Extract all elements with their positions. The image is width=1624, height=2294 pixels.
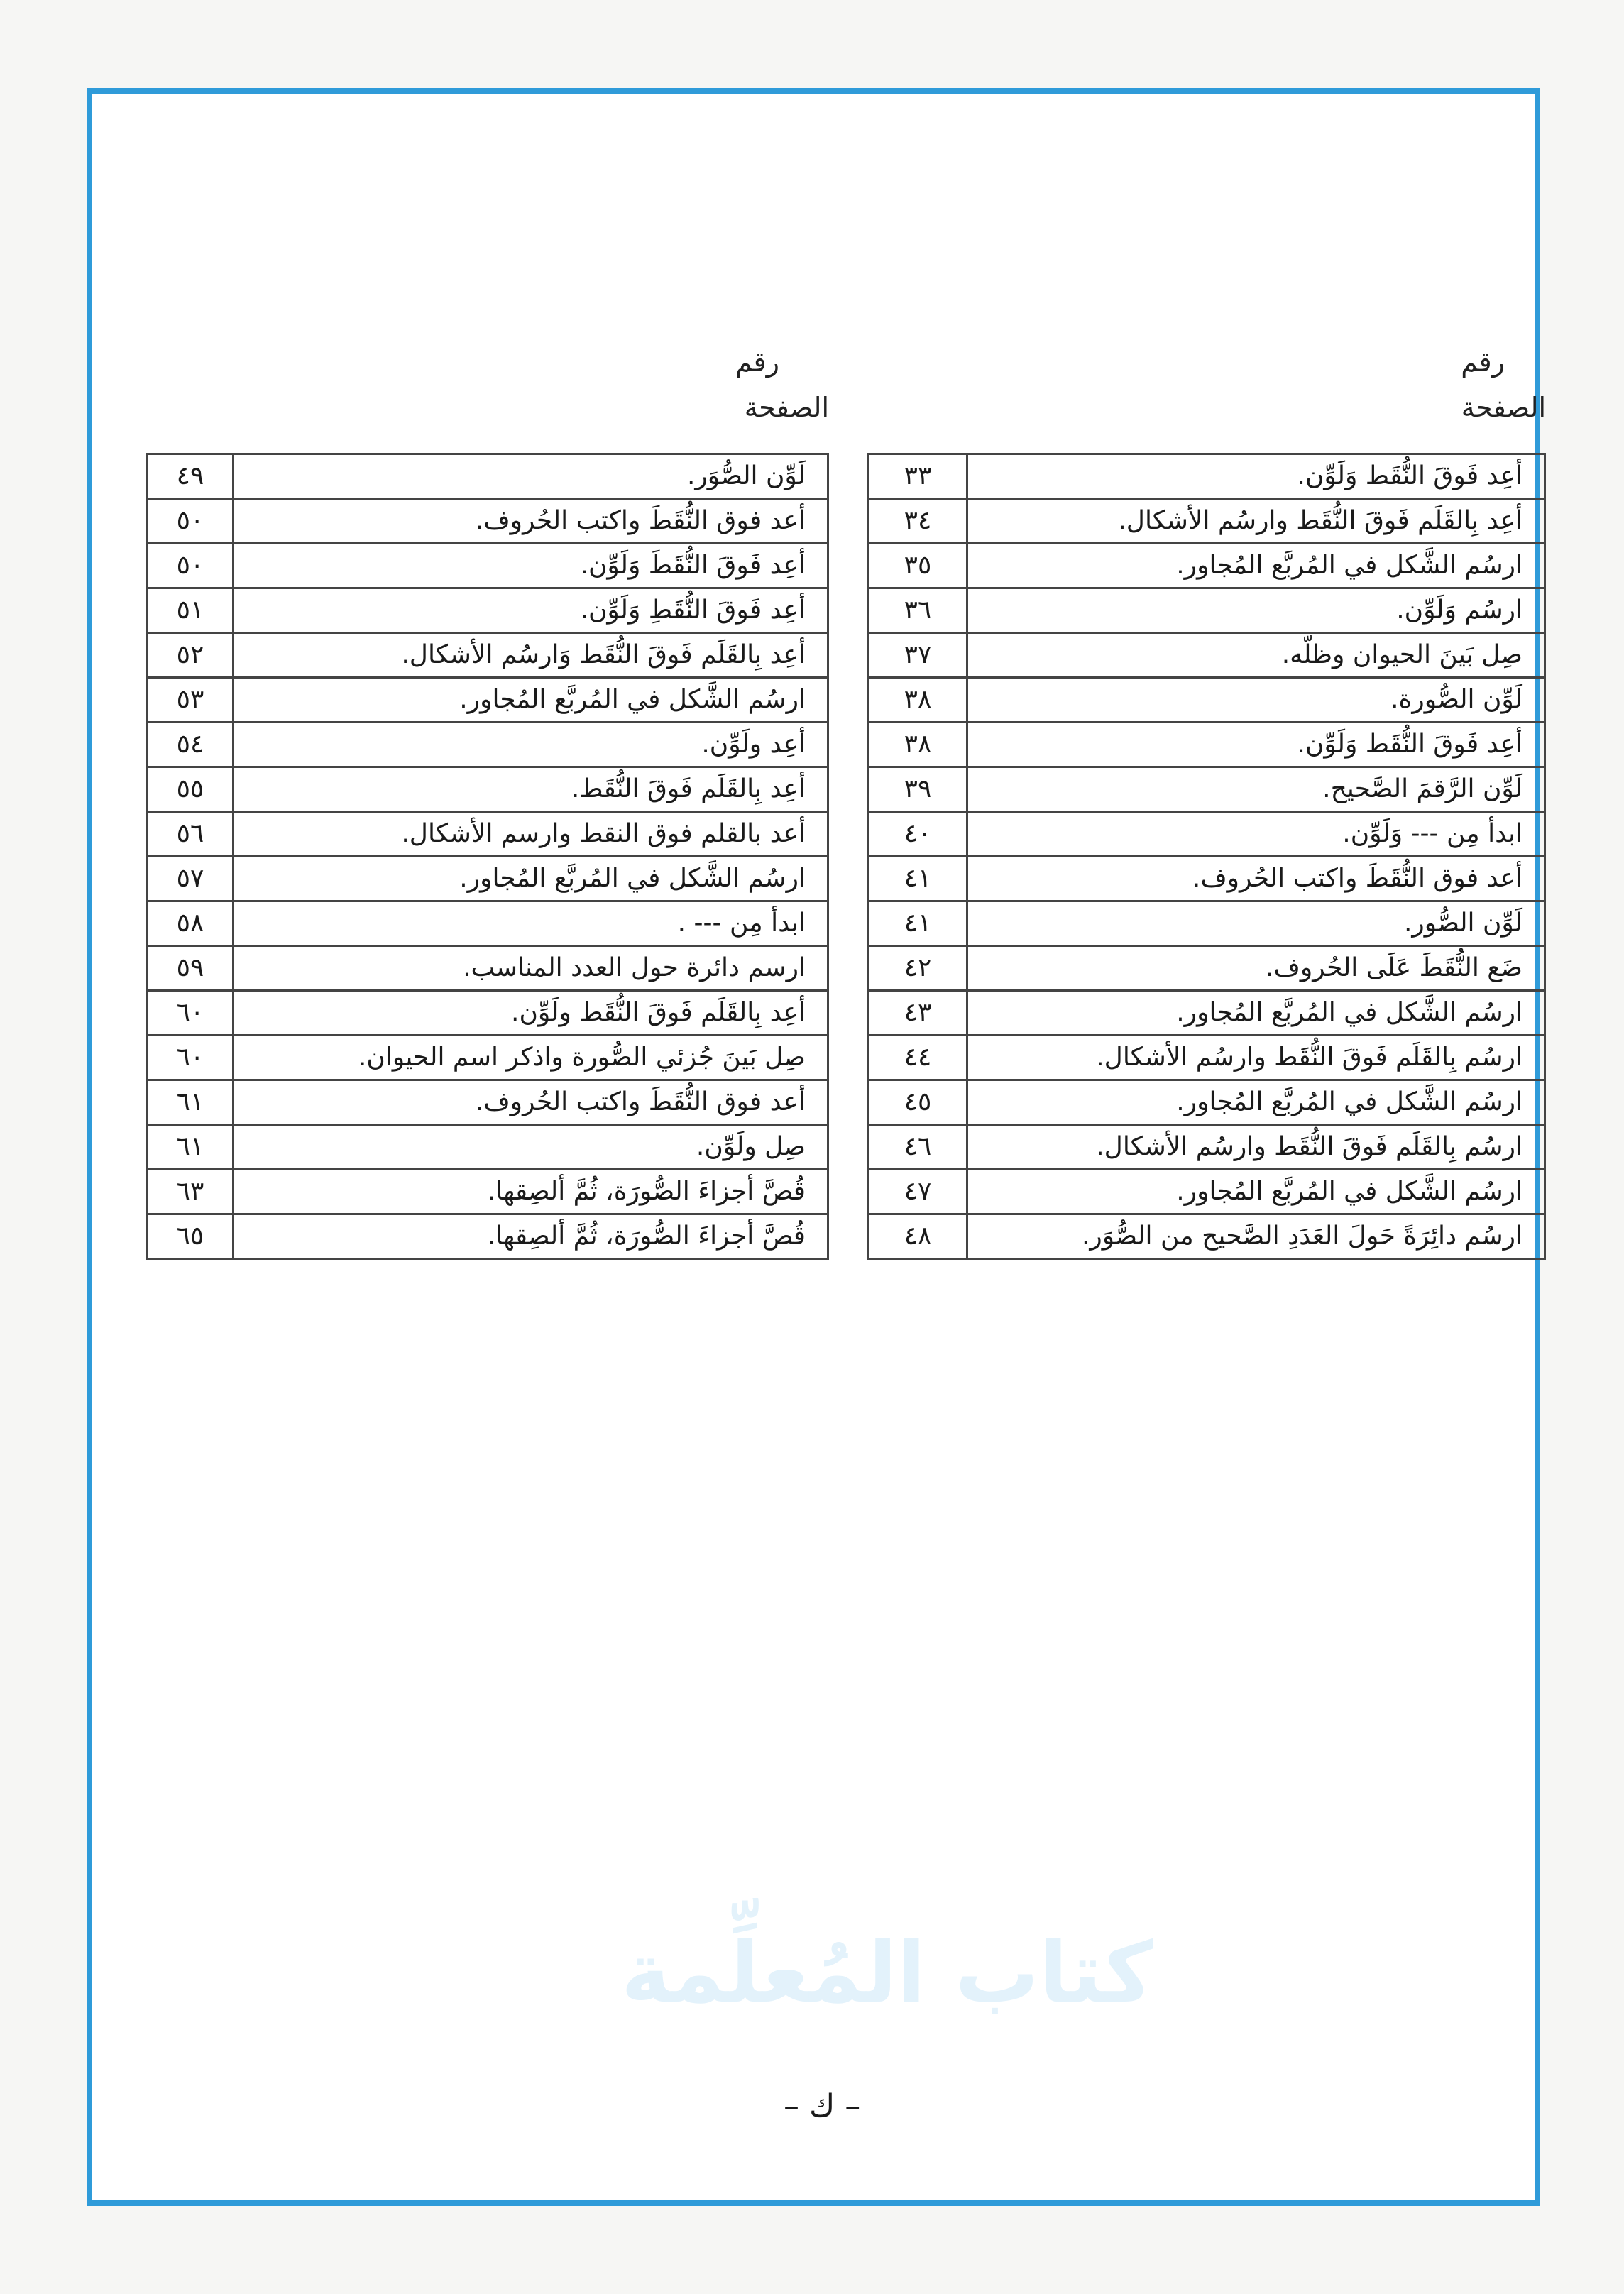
activity-text: أعِد فَوقَ النُّقَطَ وَلَوِّن. [234, 544, 828, 588]
toc-row [148, 1080, 828, 1125]
page-number-cell: ٦١ [148, 1125, 234, 1170]
toc-row [869, 723, 1545, 767]
page-number-cell: ٤٦ [869, 1125, 967, 1170]
activity-text: صِل بَينَ جُزئي الصُّورة واذكر اسم الحيوان. [234, 1036, 828, 1080]
toc-row [869, 678, 1545, 723]
activity-text: ابدأ مِن --- . [234, 901, 828, 946]
page-number-cell: ٥٩ [148, 946, 234, 991]
activity-text: قُصَّ أجزاءَ الصُّورَة، ثُمَّ ألصِقها. [234, 1214, 828, 1259]
header-label-page: الصفحة [744, 392, 829, 423]
page-number-cell: ٤٣ [869, 991, 967, 1036]
activity-text: ارسُم دائِرَةً حَولَ العَدَدِ الصَّحيح من الصُّوَر. [967, 1214, 1545, 1259]
toc-row [869, 1036, 1545, 1080]
toc-row [869, 454, 1545, 499]
activity-text: لَوِّن الصُّورة. [967, 678, 1545, 723]
toc-row [869, 544, 1545, 588]
toc-row [148, 1125, 828, 1170]
toc-row [148, 901, 828, 946]
activity-text: قُصَّ أجزاءَ الصُّورَة، ثُمَّ ألصِقها. [234, 1170, 828, 1214]
page-number-cell: ٣٨ [869, 678, 967, 723]
activity-text: ارسُم بِالقَلَم فَوقَ النُّقَط وارسُم الأشكال. [967, 1125, 1545, 1170]
activity-text: أعِد بِالقَلَم فَوقَ النُّقَط ولَوِّن. [234, 991, 828, 1036]
page-number-cell: ٣٤ [869, 499, 967, 544]
activity-text: أعِد بِالقَلَم فَوقَ النُّقَط. [234, 767, 828, 812]
toc-row [148, 1170, 828, 1214]
header-label-number: رقم [735, 346, 779, 378]
toc-row [148, 678, 828, 723]
page-number-header [867, 334, 1546, 453]
page-number-cell: ٤٢ [869, 946, 967, 991]
page-number-cell: ٥٧ [148, 857, 234, 901]
page-number-cell: ٤٥ [869, 1080, 967, 1125]
toc-table-left [146, 453, 829, 1260]
toc-row [869, 901, 1545, 946]
page-number-cell: ٥٤ [148, 723, 234, 767]
page-number-cell: ٥٢ [148, 633, 234, 678]
page-number-cell: ٤٩ [148, 454, 234, 499]
toc-row [869, 857, 1545, 901]
toc-row [148, 857, 828, 901]
page-number-cell: ٥٠ [148, 499, 234, 544]
page-number-cell: ٣٥ [869, 544, 967, 588]
toc-row [148, 1036, 828, 1080]
activity-text: ارسُم الشَّكل في المُربَّع المُجاور. [234, 857, 828, 901]
activity-text: ارسُم وَلَوِّن. [967, 588, 1545, 633]
page-number-cell: ٦٠ [148, 991, 234, 1036]
toc-row [148, 946, 828, 991]
toc-row [148, 454, 828, 499]
toc-row [148, 767, 828, 812]
activity-text: ارسُم الشَّكل في المُربَّع المُجاور. [967, 991, 1545, 1036]
header-label-number: رقم [1461, 346, 1505, 378]
activity-text: صِل بَينَ الحيوان وظلّه. [967, 633, 1545, 678]
page-number-cell: ٥١ [148, 588, 234, 633]
activity-text: لَوِّن الصُّوَر. [234, 454, 828, 499]
toc-row [148, 499, 828, 544]
activity-text: ارسُم بِالقَلَم فَوقَ النُّقَط وارسُم الأشكال. [967, 1036, 1545, 1080]
page-number-cell: ٦٥ [148, 1214, 234, 1259]
toc-row [869, 991, 1545, 1036]
activity-text: لَوِّن الرَّقمَ الصَّحيح. [967, 767, 1545, 812]
page-number-cell: ٦١ [148, 1080, 234, 1125]
toc-row [148, 991, 828, 1036]
activity-text: أعد فوق النُّقَطَ واكتب الحُروف. [967, 857, 1545, 901]
page-number-cell: ٥٨ [148, 901, 234, 946]
page-number-cell: ٥٣ [148, 678, 234, 723]
page-number-cell: ٤١ [869, 857, 967, 901]
toc-row [148, 812, 828, 857]
page-number-cell: ٣٩ [869, 767, 967, 812]
activity-text: أعِد فَوقَ النُّقَط وَلَوِّن. [967, 454, 1545, 499]
toc-row [869, 1125, 1545, 1170]
activity-text: لَوِّن الصُّور. [967, 901, 1545, 946]
page-number-cell: ٣٧ [869, 633, 967, 678]
page-number-cell: ٤٧ [869, 1170, 967, 1214]
activity-text: أعِد فَوقَ النُّقَط وَلَوِّن. [967, 723, 1545, 767]
page-number-cell: ٣٦ [869, 588, 967, 633]
activity-text: أعِد بِالقَلَم فَوقَ النُّقَط وَارسُم الأشكال. [234, 633, 828, 678]
page-number-cell: ٦٠ [148, 1036, 234, 1080]
page-number-cell: ٣٣ [869, 454, 967, 499]
toc-row [869, 812, 1545, 857]
page-number: – ك – [784, 2088, 861, 2124]
toc-row [869, 633, 1545, 678]
toc-row [869, 588, 1545, 633]
activity-text: أعد فوق النُّقَطَ واكتب الحُروف. [234, 499, 828, 544]
activity-text: ضَع النُّقَطَ عَلَى الحُروف. [967, 946, 1545, 991]
toc-row [148, 723, 828, 767]
activity-text: ارسُم الشَّكل في المُربَّع المُجاور. [967, 1080, 1545, 1125]
page-number-cell: ٥٠ [148, 544, 234, 588]
activity-text: ارسُم الشَّكل في المُربَّع المُجاور. [967, 544, 1545, 588]
toc-row [869, 1080, 1545, 1125]
toc-row [148, 633, 828, 678]
page-number-cell: ٥٦ [148, 812, 234, 857]
toc-row [869, 1170, 1545, 1214]
toc-row [148, 1214, 828, 1259]
page-number-cell: ٤٠ [869, 812, 967, 857]
page-number-cell: ٤١ [869, 901, 967, 946]
toc-row [148, 544, 828, 588]
activity-text: أعِد ولَوِّن. [234, 723, 828, 767]
activity-text: ارسم دائرة حول العدد المناسب. [234, 946, 828, 991]
toc-table-right [867, 453, 1546, 1260]
activity-text: أعِد بِالقَلَم فَوقَ النُّقَط وارسُم الأشكال. [967, 499, 1545, 544]
toc-column-right [867, 334, 1546, 1260]
toc-column-left [146, 334, 829, 1260]
page-number-header [146, 334, 829, 453]
page-number-cell: ٤٤ [869, 1036, 967, 1080]
watermark-title: كتاب المُعلِّمة [620, 1923, 1154, 2021]
activity-text: صِل ولَوِّن. [234, 1125, 828, 1170]
activity-text: ابدأ مِن --- وَلَوِّن. [967, 812, 1545, 857]
toc-row [869, 1214, 1545, 1259]
activity-text: أعد فوق النُّقَطَ واكتب الحُروف. [234, 1080, 828, 1125]
page-number-cell: ٦٣ [148, 1170, 234, 1214]
activity-text: أعِد فَوقَ النُّقَطِ وَلَوِّن. [234, 588, 828, 633]
activity-text: ارسُم الشَّكل في المُربَّع المُجاور. [967, 1170, 1545, 1214]
toc-row [869, 499, 1545, 544]
page-number-cell: ٥٥ [148, 767, 234, 812]
activity-text: ارسُم الشَّكل في المُربَّع المُجاور. [234, 678, 828, 723]
page-number-cell: ٣٨ [869, 723, 967, 767]
header-label-page: الصفحة [1461, 392, 1546, 423]
toc-row [869, 767, 1545, 812]
page-number-cell: ٤٨ [869, 1214, 967, 1259]
toc-row [869, 946, 1545, 991]
toc-row [148, 588, 828, 633]
activity-text: أعد بالقلم فوق النقط وارسم الأشكال. [234, 812, 828, 857]
